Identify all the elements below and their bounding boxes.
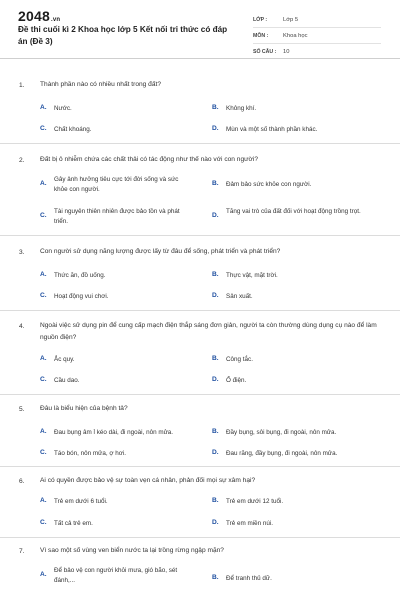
option-letter: D.	[212, 125, 219, 132]
logo-suffix: .vn	[50, 17, 61, 23]
option-text: Táo bón, nôn mửa, ợ hơi.	[54, 450, 126, 457]
question-text: Vì sao một số vùng ven biển nước ta lại trồng rừng ngập mặn?	[40, 547, 224, 554]
option-letter: B.	[212, 271, 219, 278]
question-text: Ngoài việc sử dụng pin để cung cấp mạch điện thắp sáng đơn giản, người ta còn thường dùng dụng cụ nào để làm nguồn điện?	[40, 322, 377, 341]
option-letter: C.	[40, 292, 47, 299]
meta-value: Khoa học	[283, 32, 308, 39]
option-text: Để bảo vệ con người khỏi mưa, gió bão, sét đánh,...	[54, 567, 178, 584]
option-a[interactable]	[40, 355, 204, 365]
option-d[interactable]	[212, 207, 366, 219]
option-a[interactable]	[40, 497, 204, 507]
meta-value: 10	[283, 48, 290, 55]
question-number: 4.	[19, 323, 25, 330]
meta-row-class	[253, 12, 381, 28]
option-text: Gây ảnh hưởng tiêu cực tới đời sống và sức khỏe con người.	[54, 176, 179, 193]
option-b[interactable]	[212, 574, 376, 584]
option-text: Cầu dao.	[54, 377, 80, 384]
question-number: 7.	[19, 548, 25, 555]
option-text: Tăng vai trò của đất đối với hoạt động trồng trọt.	[226, 208, 361, 215]
page-header	[0, 0, 400, 59]
option-b[interactable]	[212, 180, 376, 190]
option-a[interactable]	[40, 428, 214, 438]
option-b[interactable]	[212, 271, 376, 281]
question-divider	[0, 537, 400, 538]
question-text: Ai có quyền được bảo vệ sự toàn vẹn cá nhân, phản đối mọi sự xâm hại?	[40, 477, 256, 484]
option-a[interactable]	[40, 271, 204, 281]
option-d[interactable]	[212, 292, 376, 302]
option-c[interactable]	[40, 449, 204, 459]
question-divider	[0, 466, 400, 467]
question-number: 1.	[19, 82, 25, 89]
option-b[interactable]	[212, 428, 386, 438]
question-divider	[0, 310, 400, 311]
question-number: 6.	[19, 478, 25, 485]
meta-label: MÔN :	[253, 32, 269, 39]
option-letter: A.	[40, 180, 47, 187]
option-letter: B.	[212, 180, 219, 187]
option-letter: D.	[212, 519, 219, 526]
option-text: Ắc quy.	[54, 356, 75, 363]
option-text: Không khí.	[226, 105, 257, 112]
option-letter: A.	[40, 271, 47, 278]
option-letter: A.	[40, 355, 47, 362]
question-divider	[0, 235, 400, 236]
option-a[interactable]	[40, 566, 179, 586]
option-c[interactable]	[40, 207, 184, 227]
option-text: Đau răng, đầy bụng, đi ngoài, nôn mửa.	[226, 450, 338, 457]
question-text: Đất bị ô nhiễm chứa các chất thải có tác động như thế nào với con người?	[40, 156, 258, 163]
option-text: Trẻ em dưới 12 tuổi.	[226, 498, 284, 505]
option-c[interactable]	[40, 292, 204, 302]
exam-meta	[253, 12, 381, 59]
meta-row-subject	[253, 28, 381, 44]
question-number: 3.	[19, 249, 25, 256]
option-letter: C.	[40, 125, 47, 132]
option-text: Thực vật, mặt trời.	[226, 272, 278, 279]
option-c[interactable]	[40, 376, 204, 386]
option-d[interactable]	[212, 125, 376, 135]
option-text: Hoạt động vui chơi.	[54, 293, 109, 300]
exam-title: Đề thi cuối kì 2 Khoa học lớp 5 Kết nối tri thức có đáp án (Đề 3)	[18, 25, 228, 46]
question-text: Đâu là biểu hiện của bệnh tả?	[40, 405, 128, 412]
option-text: Tất cả trẻ em.	[54, 520, 93, 527]
option-text: Công tắc.	[226, 356, 253, 363]
option-text: Đau bụng âm ỉ kéo dài, đi ngoài, nôn mửa.	[54, 429, 174, 436]
option-b[interactable]	[212, 104, 376, 114]
option-letter: B.	[212, 497, 219, 504]
option-d[interactable]	[212, 376, 376, 386]
option-b[interactable]	[212, 355, 376, 365]
option-text: Đầy bụng, sôi bụng, đi ngoài, nôn mửa.	[226, 429, 337, 436]
option-text: Tài nguyên thiên nhiên được bảo tồn và phát triển.	[54, 208, 180, 225]
option-text: Đảm bảo sức khỏe con người.	[226, 181, 312, 188]
option-letter: B.	[212, 428, 219, 435]
option-letter: C.	[40, 212, 47, 219]
option-c[interactable]	[40, 519, 204, 529]
option-text: Trẻ em miền núi.	[226, 520, 274, 527]
option-letter: A.	[40, 497, 47, 504]
logo-text: 2048	[18, 8, 50, 24]
option-text: Sản xuất.	[226, 293, 253, 300]
option-c[interactable]	[40, 125, 204, 135]
option-letter: B.	[212, 355, 219, 362]
option-text: Mùn và một số thành phần khác.	[226, 126, 318, 133]
option-d[interactable]	[212, 519, 376, 529]
option-text: Ổ điện.	[226, 377, 247, 384]
option-letter: D.	[212, 449, 219, 456]
option-b[interactable]	[212, 497, 376, 507]
option-letter: C.	[40, 519, 47, 526]
option-letter: D.	[212, 212, 219, 219]
option-a[interactable]	[40, 104, 204, 114]
option-letter: D.	[212, 292, 219, 299]
option-text: Nước.	[54, 105, 72, 112]
option-letter: C.	[40, 376, 47, 383]
option-a[interactable]	[40, 175, 184, 195]
option-text: Thức ăn, đồ uống.	[54, 272, 106, 279]
option-d[interactable]	[212, 449, 391, 459]
question-divider	[0, 143, 400, 144]
option-text: Chất khoáng.	[54, 126, 92, 133]
meta-row-count	[253, 44, 381, 59]
question-number: 2.	[19, 157, 25, 164]
question-text: Con người sử dụng năng lượng được lấy từ đâu để sống, phát triển và phát triển?	[40, 248, 281, 255]
meta-value: Lớp 5	[283, 16, 299, 23]
option-letter: A.	[40, 104, 47, 111]
option-letter: A.	[40, 428, 47, 435]
option-letter: B.	[212, 104, 219, 111]
question-divider	[0, 394, 400, 395]
question-text: Thành phần nào có nhiều nhất trong đất?	[40, 81, 161, 88]
option-letter: B.	[212, 574, 219, 581]
meta-label: LỚP :	[253, 16, 268, 23]
meta-label: SỐ CÂU :	[253, 48, 277, 55]
option-letter: C.	[40, 449, 47, 456]
option-text: Để tranh thủ dữ.	[226, 575, 272, 582]
option-letter: D.	[212, 376, 219, 383]
option-letter: A.	[40, 571, 47, 578]
option-text: Trẻ em dưới 6 tuổi.	[54, 498, 108, 505]
question-number: 5.	[19, 406, 25, 413]
site-logo[interactable]	[18, 8, 60, 24]
